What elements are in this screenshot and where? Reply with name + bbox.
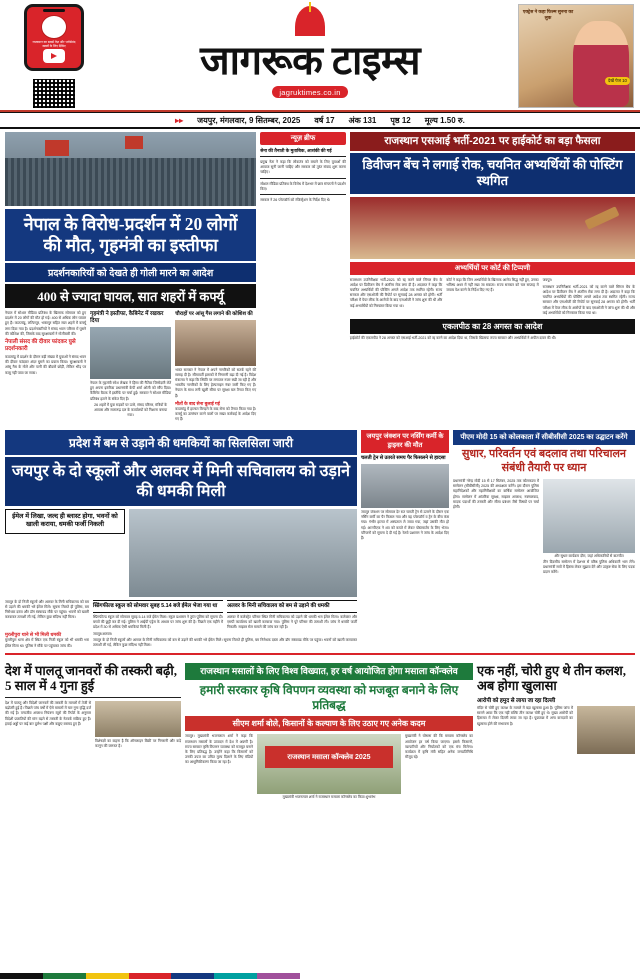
- spice-photo-caption: मुख्यमंत्री भजनलाल शर्मा ने राजस्थान मसाला कॉन्क्लेव का किया शुभारंभ: [282, 795, 376, 800]
- bomb-col-1: [5, 600, 89, 631]
- dateline-pages: पृष्ठ 12: [390, 115, 411, 125]
- spice-cols: [185, 734, 473, 801]
- bomb-side-title: मुरलीपुरा थाने से भी मिली धमकी: [5, 633, 62, 639]
- brief-title: सोशल मीडिया प्रतिबंध के विरोध में देशभर में छात्र संगठनों ने प्रदर्शन किए।: [260, 181, 346, 191]
- court-body-columns: [350, 278, 635, 316]
- dateline-bar: [0, 112, 640, 129]
- lead-subhead: 400 से ज्यादा घायल, सात शहरों में कर्फ्यू: [5, 284, 256, 308]
- bomb-headline: जयपुर के दो स्कूलों और अलवर में मिनी सचिवालय को उड़ाने की धमकी मिली: [5, 457, 357, 505]
- spice-col-2: [405, 734, 473, 801]
- court-band: एकलपीठ का 28 अगस्त का आदेश: [350, 319, 635, 334]
- smuggling-col2-text: विशेषज्ञों का कहना है कि ऑनलाइन बिक्री पर निगरानी और कड़े कानून की जरूरत है।: [95, 738, 181, 749]
- minister-portrait: [175, 320, 256, 366]
- court-story: [350, 132, 635, 422]
- divider: [5, 697, 181, 698]
- court-kicker: राजस्थान एसआई भर्ती-2021 पर हाईकोर्ट का बड़ा फैसला: [350, 132, 635, 151]
- court-col-3: [543, 278, 635, 316]
- arrow-icon: ▸▸: [175, 115, 184, 125]
- pm-modi-photo: [543, 479, 635, 553]
- page-title: जागरूक टाइम्स: [199, 38, 421, 83]
- lead-story: [5, 132, 256, 422]
- colorbar-red: [129, 973, 172, 979]
- court-col3-text: जयपुर।: [542, 277, 553, 282]
- junction-head: जयपुर जंक्शन पर नर्सिंग कर्मी के ड्राइवर की मौत: [361, 430, 449, 453]
- kalash-story: [477, 663, 635, 802]
- smuggling-col-1: [5, 701, 91, 749]
- modi-story: [453, 430, 635, 648]
- bomb-side-col: [5, 632, 89, 648]
- flag-pole: [309, 2, 311, 12]
- lead-col-3: [175, 311, 256, 422]
- court-col-1: [350, 278, 442, 316]
- gavel-icon: [584, 206, 619, 229]
- colorbar-blue: [171, 973, 214, 979]
- lead-headline: [5, 209, 256, 261]
- kalash-head: एक नहीं, चोरी हुए थे तीन कलश, अब होगा खुलासा: [477, 662, 626, 694]
- court-photo-caption: अभ्यर्थियों पर कोर्ट की टिप्पणी: [350, 262, 635, 275]
- phone-notch: [43, 9, 65, 12]
- lead-col3-text: भारत सरकार ने नेपाल में अपने नागरिकों को सतर्क रहने की सलाह दी है। सीमावर्ती इलाकों में निगरानी बढ़ा दी गई है। विदेश मंत्रालय ने कहा कि स्थिति पर लगातार नजर रखी जा रही है और भारतीय नागरिकों के लिए हेल्पलाइन नंबर जारी किए गए हैं। नेपाल के साथ लगी खुली सीमा पर सुरक्षा बल तैनात किए गए हैं।: [175, 367, 257, 398]
- kalash-cols: [477, 706, 635, 754]
- brief-title: सेना की तैनाती के मुताबिक, आशंकी की गई: [260, 148, 332, 153]
- court-col2-text: कोर्ट ने कहा कि जिन अभ्यर्थियों के खिलाफ आरोप सिद्ध नहीं हुए, उनका भविष्य अधर में नहीं रखा जा सकता। राज्य सरकार को चार सप्ताह में जवाब पेश करने के निर्देश दिए गए हैं।: [446, 277, 539, 293]
- crowd-shape: [5, 158, 256, 206]
- court-col1-text: राजस्थान उपनिरीक्षक भर्ती-2021 को रद्द करने वाले सिंगल बेंच के आदेश पर डिवीजन बेंच ने अंतरिम रोक लगा दी है। अदालत ने कहा कि चयनित अभ्यर्थियों की पोस्टिंग अगले आदेश तक स्थगित रहेगी। राज्य सरकार और एसओजी की रिपोर्ट पर सुनवाई 28 अगस्त को होगी। भर्ती परीक्षा में पेपर लीक के आरोपों के बाद एसओजी ने जांच शुरू की थी और कई अभ्यर्थियों को गिरफ्तार किया गया था।: [349, 277, 443, 308]
- lead-col-1: [5, 311, 86, 422]
- kalash-text: मंदिर से चोरी हुए कलश के मामले में बड़ा खुलासा हुआ है। पुलिस जांच में सामने आया कि एक नहीं बल्कि तीन कलश चोरी हुए थे। मुख्य आरोपी को हिरासत में लेकर दिल्ली लाया जा रहा है। पूछताछ में अन्य वारदातों का खुलासा होने की संभावना है।: [477, 705, 573, 726]
- second-news-band: [0, 426, 640, 648]
- spice-head: हमारी सरकार कृषि विपणन व्यवस्था को मजबूत बनाने के लिए प्रतिबद्ध: [199, 683, 459, 713]
- lead-col3-subhead: मौतों के बाद सेना बुलाई गई: [175, 400, 220, 406]
- bomb-photo-wrap: [129, 509, 357, 597]
- masthead-center: [102, 4, 518, 110]
- dateline-price: मूल्य 1.50 रु.: [424, 115, 465, 125]
- kalash-photo-wrap: [577, 706, 635, 754]
- modi-col-1: [453, 479, 539, 576]
- lead-col2-text: नेपाल के गृहमंत्री रमेश लेखक ने हिंसा की नैतिक जिम्मेदारी लेते हुए अपना इस्तीफा प्रधानमंत्री केपी शर्मा ओली को सौंप दिया। कैबिनेट बैठक में इस्तीफे पर चर्चा हुई। सरकार ने सोशल मीडिया प्रतिबंध हटाने के संकेत दिए हैं।: [90, 380, 172, 401]
- promo-phone-graphic: [24, 4, 84, 71]
- junction-story: [361, 430, 449, 648]
- protest-flag-icon-2: [125, 136, 143, 149]
- lead-col2-head: गृहमंत्री ने इस्तीफा, कैबिनेट में रखकर दिया: [90, 311, 164, 324]
- court-gavel-photo: [350, 197, 635, 259]
- smuggling-cols: [5, 701, 181, 749]
- bomb-extra-text: जयपुर/अलवर।: [93, 632, 113, 637]
- lead-col2-caption: 26 शहरों में युवा सड़कों पर उतरे, संसद परिसर, मंत्रियों के आवास और सत्तारूढ़ दल के कार्यालयों को निशाना बनाया गया।: [94, 402, 168, 417]
- brief-title: प्रमुख नेता ने कहा कि लोकतंत्र को बचाने के लिए युवाओं की आवाज सुनी जानी चाहिए और सरकार को तुरंत संवाद शुरू करना चाहिए।: [260, 159, 346, 175]
- ad-page-ref: देखें पेज 10: [605, 77, 630, 85]
- promo-phone-text: राजस्थान का सबसे तेज़ और भरोसेमंद खबरों के लिए देखिए: [32, 40, 76, 49]
- cabinet-photo: [90, 327, 171, 379]
- colorbar-yellow: [86, 973, 129, 979]
- colorbar-magenta: [257, 973, 300, 979]
- smuggling-story: [5, 663, 181, 802]
- smuggling-head: देश में पालतू जानवरों की तस्करी बढ़ी, 5 साल में 4 गुना हुई: [5, 662, 177, 694]
- court-band-note: हाईकोर्ट की एकलपीठ ने 28 अगस्त को एसआई भर्ती-2021 को रद्द करने का आदेश दिया था, जिसके खिलाफ राज्य सरकार और अभ्यर्थियों ने अपील दायर की थी।: [349, 336, 557, 341]
- modi-kicker: पीएम मोदी 15 को कोलकाता में सीबीसीसी 2025 का उद्घाटन करेंगे: [453, 430, 635, 445]
- bomb-col-2: [93, 600, 223, 631]
- lead-headline-line1: नेपाल के विरोध-प्रदर्शन में 20 लोगों: [23, 214, 238, 234]
- spice-subband: सीएम शर्मा बोले, किसानों के कल्याण के लिए उठाए गए अनेक कदम: [185, 716, 473, 731]
- dateline-year: वर्ष 17: [314, 115, 335, 125]
- junction-photo: [361, 464, 449, 508]
- bomb-extra-col: [93, 632, 357, 648]
- colorbar-green: [43, 973, 86, 979]
- bomb-sub2-head: अलवर के मिनी सचिवालय को बम से उड़ाने की धमकी: [227, 600, 357, 613]
- nepal-protest-photo: [5, 132, 256, 206]
- lead-body-columns: [5, 311, 256, 422]
- lead-col3-head: चौराहों पर आंसू गैस लगाने की कोशिश की: [175, 311, 253, 317]
- modi-photo-caption: और सुधार कार्यक्रम दौरा, जहां अधिकारियों से बातचीत: [554, 553, 624, 558]
- website-url[interactable]: jagruktimes.co.in: [272, 86, 347, 98]
- bomb-col1-text: जयपुर के दो निजी स्कूलों और अलवर के मिनी सचिवालय को बम से उड़ाने की धमकी भरे ईमेल मिले। सूचना मिलते ही पुलिस, बम निरोधक दस्ता और डॉग स्क्वायड मौके पर पहुंचा। भवनों को खाली करवाकर तलाशी ली गई, लेकिन कुछ संदिग्ध नहीं मिला।: [5, 599, 89, 620]
- bomb-side-text: मुरलीपुरा थाना क्षेत्र में स्थित एक निजी स्कूल को भी धमकी भरा ईमेल मिला था। पुलिस ने मौके पर पहुंचकर जांच की।: [5, 638, 89, 648]
- divider: [260, 156, 346, 157]
- temple-dome-icon: [295, 6, 325, 40]
- spice-band: राजस्थान मसालों के लिए विश्व विख्यात, हर वर्ष आयोजित होगा मसाला कॉन्क्लेव: [185, 663, 473, 681]
- brief-item[interactable]: [260, 182, 346, 192]
- brief-item[interactable]: [260, 148, 346, 154]
- colorbar-cyan: [214, 973, 257, 979]
- bomb-band: प्रदेश में बम से उड़ाने की धमकियों का सिलसिला जारी: [5, 430, 357, 455]
- ad-caption: एक्ट्रेस ने कहा फिल्म सुनना का लुक: [522, 9, 574, 20]
- youtube-icon[interactable]: [43, 49, 65, 63]
- masthead-ad[interactable]: [518, 4, 634, 110]
- smuggling-col-2: [95, 701, 181, 749]
- kalash-sub: आरोपी को हमुद से लाया जा रहा दिल्ली: [477, 697, 556, 704]
- court-col3-more: राजस्थान उपनिरीक्षक भर्ती-2021 को रद्द करने वाले सिंगल बेंच के आदेश पर डिवीजन बेंच ने अंतरिम रोक लगा दी है। अदालत ने कहा कि चयनित अभ्यर्थियों की पोस्टिंग अगले आदेश तक स्थगित रहेगी। राज्य सरकार और एसओजी की रिपोर्ट पर सुनवाई 28 अगस्त को होगी। भर्ती परीक्षा में पेपर लीक के आरोपों के बाद एसओजी ने जांच शुरू की थी और कई अभ्यर्थियों को गिरफ्तार किया गया था।: [542, 284, 635, 315]
- kalash-photo: [577, 706, 635, 754]
- bomb-kicker-box: [5, 509, 125, 597]
- news-brief-header: न्यूज़ ब्रीफ: [260, 132, 346, 145]
- conclave-banner: राजस्थान मसाला कॉन्क्लेव 2025: [265, 746, 393, 768]
- masthead-left: [6, 4, 102, 110]
- bomb-side: [5, 632, 357, 648]
- lead-col3-more: काठमांडू में हालात बिगड़ने के बाद सेना को तैनात किया गया है। कर्फ्यू का उल्लंघन करने वालों पर सख्त कार्रवाई के आदेश दिए गए हैं।: [175, 406, 257, 422]
- brief-item[interactable]: [260, 198, 346, 203]
- spice-photo-wrap: [257, 734, 401, 801]
- police-school-photo: [129, 509, 357, 597]
- junction-sub: चलती ट्रेन से उतरते समय पैर फिसलने से हादसा: [361, 455, 446, 462]
- smuggling-col1-text: देश में पालतू और विदेशी जानवरों की तस्करी के मामलों में तेजी से बढ़ोतरी हुई है। पिछले पांच वर्षों में ऐसे मामलों में चार गुना वृद्धि दर्ज की गई है। वन्यजीव अपराध नियंत्रण ब्यूरो की रिपोर्ट के अनुसार विदेशी प्रजातियों की मांग बढ़ने से तस्करी के नेटवर्क सक्रिय हुए हैं। हवाई अड्डों पर कई बार दुर्लभ पक्षी और कछुए बरामद हुए हैं।: [5, 700, 91, 726]
- lead-kicker: प्रदर्शनकारियों को देखते ही गोली मारने का आदेश: [5, 263, 256, 282]
- spice-conclave-photo: [257, 734, 401, 794]
- brief-item[interactable]: [260, 160, 346, 176]
- channel-logo: [41, 15, 67, 39]
- lead-col-2: [90, 311, 171, 422]
- junction-text: जयपुर जंक्शन पर सोमवार देर रात चलती ट्रेन से उतरने के दौरान एक नर्सिंग कर्मी का पैर फिसल गया और वह प्लेटफॉर्म व ट्रेन के बीच फंस गया। गंभीर हालत में अस्पताल ले जाया गया, जहां उसकी मौत हो गई। आरपीएफ ने शव को कब्जे में लेकर पोस्टमार्टम के लिए भेजा। परिजनों को सूचना दे दी गई है। रेलवे प्रशासन ने जांच के आदेश दिए हैं।: [361, 509, 449, 540]
- colorbar-black: [0, 973, 43, 979]
- animal-photo: [95, 701, 181, 737]
- court-col-2: [446, 278, 538, 316]
- protest-flag-icon: [45, 140, 69, 156]
- bomb-threat-story: [5, 430, 357, 648]
- lead-col1-more: काठमांडू में प्रदर्शन के दौरान बड़ी संख्या में युवाओं ने संसद भवन की दीवार फांदकर अंदर घुसने का प्रयास किया। सुरक्षाबलों ने आंसू गैस के गोले और पानी की बौछारें छोड़ीं, लेकिन भीड़ पर काबू नहीं पाया जा सका।: [5, 354, 87, 375]
- lead-col1-text: नेपाल में सोशल मीडिया प्रतिबंध के खिलाफ सोमवार को हुए प्रदर्शन में 20 लोगों की मौत हो गई। 400 से अधिक लोग घायल हुए हैं। काठमांडू, ललितपुर, भक्तपुर सहित सात शहरों में कर्फ्यू लगा दिया गया है। प्रदर्शनकारियों ने संसद भवन परिसर में घुसने की कोशिश की, जिसके बाद सुरक्षाबलों ने गोलीबारी की।: [5, 311, 87, 336]
- masthead: [0, 0, 640, 112]
- ad-panel[interactable]: [518, 4, 634, 108]
- bottom-news-band: [0, 659, 640, 802]
- news-brief-column: [260, 132, 346, 422]
- spice-col1-text: जयपुर। मुख्यमंत्री भजनलाल शर्मा ने कहा कि राजस्थान मसालों के उत्पादन में देश में अग्रणी है। राज्य सरकार कृषि विपणन व्यवस्था को मजबूत बनाने के लिए प्रतिबद्ध है। उन्होंने कहा कि किसानों को उनकी उपज का उचित मूल्य दिलाने के लिए मंडियों का आधुनिकीकरण किया जा रहा है।: [185, 734, 253, 765]
- bomb-sub1-head: स्प्रिंगफील्ड स्कूल को सोमवार सुबह 5.14 बजे ईमेल भेजा गया था: [93, 600, 223, 613]
- color-registration-bar: [0, 973, 300, 979]
- modi-col-2: [543, 479, 635, 576]
- top-news-band: [0, 129, 640, 422]
- bomb-sub2-text: अलवर में कलेक्ट्रेट परिसर स्थित मिनी सचिवालय को उड़ाने की धमकी भरा ईमेल मिला। कलेक्टर और एसपी कार्यालय को खाली करवाया गया। पुलिस ने पूरे परिसर की तलाशी ली। जांच में धमकी फर्जी निकली। साइबर सेल मामले की जांच कर रही है।: [227, 614, 357, 630]
- qr-code-icon[interactable]: [31, 77, 77, 110]
- divider: [260, 178, 346, 179]
- bomb-col-3: [227, 600, 357, 631]
- spice-conclave-story: [185, 663, 473, 802]
- bomb-lower: [5, 600, 357, 631]
- bomb-kicker: ईमेल में लिखा, जल्द ही ब्लास्ट होगा, भवनों को खाली कराया, धमकी फर्जी निकली: [5, 509, 125, 534]
- bomb-extra-text2: जयपुर के दो निजी स्कूलों और अलवर के मिनी सचिवालय को बम से उड़ाने की धमकी भरे ईमेल मिले। सूचना मिलते ही पुलिस, बम निरोधक दस्ता और डॉग स्क्वायड मौके पर पहुंचा। भवनों को खाली करवाकर तलाशी ली गई, लेकिन कुछ संदिग्ध नहीं मिला।: [93, 637, 357, 647]
- brief-title: सरकार ने 26 प्लेटफॉर्म को रजिस्ट्रेशन के निर्देश दिए थे।: [260, 197, 331, 202]
- bomb-sub1-text: स्प्रिंगफील्ड स्कूल को सोमवार सुबह 5.14 बजे ईमेल मिला। स्कूल प्रशासन ने तुरंत पुलिस को सूचना दी। बच्चों की छुट्टी कर दी गई। पुलिस ने आईपी एड्रेस के आधार पर जांच शुरू की है। पिछले एक महीने में प्रदेश में 30 से अधिक ऐसी धमकियां मिली हैं।: [93, 614, 223, 630]
- modi-col1-text: प्रधानमंत्री नरेन्द्र मोदी 15 से 17 सितंबर, 2025 तक कोलकाता में सम्मेलन (सीबीसीसी) 2025 की अध्यक्षता करेंगे। इस दौरान पुलिस महानिदेशकों और महानिरीक्षकों का वार्षिक सम्मेलन आयोजित होगा। सम्मेलन में आंतरिक सुरक्षा, साइबर अपराध, नक्सलवाद, मादक पदार्थों की तस्करी और सीमा प्रबंधन जैसे विषयों पर चर्चा होगी।: [453, 478, 539, 509]
- spice-col-1: [185, 734, 253, 801]
- dateline-place: जयपुर, मंगलवार, 9 सितम्बर, 2025: [197, 115, 301, 125]
- divider: [260, 194, 346, 195]
- lead-col1-subhead: नेपाली संसद की दीवार फांदकर घुसे प्रदर्शनकारी: [5, 339, 76, 352]
- modi-body-wrap: [453, 479, 635, 576]
- ad-model-photo: [573, 21, 629, 107]
- bomb-upper: [5, 509, 357, 597]
- court-headline: डिवीजन बेंच ने लगाई रोक, चयनित अभ्यर्थियों की पोस्टिंग स्थगित: [350, 153, 635, 194]
- modi-headline: सुधार, परिवर्तन एवं बदलाव तथा परिचालन संबंधी तैयारी पर ध्यान: [461, 448, 627, 475]
- section-divider: [5, 653, 635, 655]
- modi-col2-text: तीन दिवसीय सम्मेलन में देशभर से वरिष्ठ पुलिस अधिकारी भाग लेंगे। प्रधानमंत्री सत्रों में हिस्सा लेकर सुझाव देंगे और उत्कृष्ट सेवा के लिए पदक प्रदान करेंगे।: [543, 559, 635, 575]
- kalash-col-1: [477, 706, 573, 754]
- dateline-issue: अंक 131: [348, 115, 377, 125]
- spice-col2-text: मुख्यमंत्री ने घोषणा की कि मसाला कॉन्क्लेव का आयोजन हर वर्ष किया जाएगा। इससे किसानों, व्यापारियों और निर्यातकों को एक मंच मिलेगा। कार्यक्रम में कृषि मंत्री सहित अनेक जनप्रतिनिधि मौजूद रहे।: [405, 734, 473, 760]
- lead-headline-line2: की मौत, गृहमंत्री का इस्तीफा: [43, 235, 218, 255]
